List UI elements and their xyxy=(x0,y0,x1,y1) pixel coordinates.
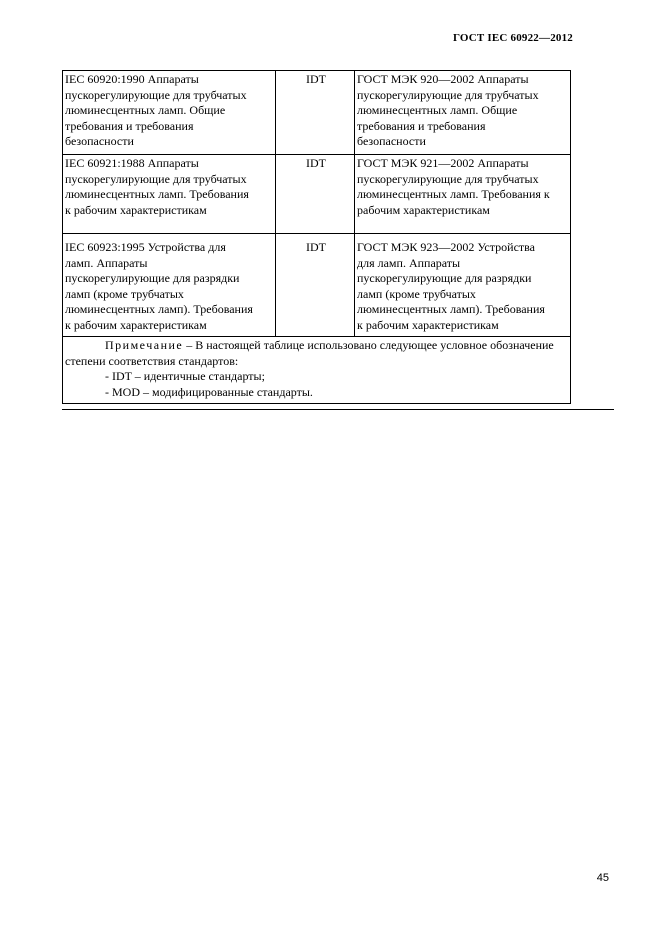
degree-cell: IDT xyxy=(276,71,355,155)
page-number: 45 xyxy=(596,872,609,884)
international-standard-cell: IEC 60923:1995 Устройства для ламп. Аппараты пускорегулирующие для разрядки ламп (кроме трубчатых люминесцентных ламп). Требования к рабочим характеристикам xyxy=(63,234,276,337)
table-note xyxy=(63,337,571,404)
note-text: – В настоящей таблице использовано следующее условное обозначение степени соответствия стандартов: xyxy=(65,338,554,368)
international-standard-cell: IEC 60920:1990 Аппараты пускорегулирующие для трубчатых люминесцентных ламп. Общие требования и требования безопасности xyxy=(63,71,276,155)
table-row xyxy=(63,234,571,337)
document-header: ГОСТ IEC 60922—2012 xyxy=(452,32,573,44)
note-row xyxy=(63,337,571,404)
table-row xyxy=(63,155,571,234)
table-row xyxy=(63,71,571,155)
degree-cell: IDT xyxy=(276,155,355,234)
international-standard-cell: IEC 60921:1988 Аппараты пускорегулирующие для трубчатых люминесцентных ламп. Требования к рабочим характеристикам xyxy=(63,155,276,234)
standards-table xyxy=(62,70,571,404)
national-standard-cell: ГОСТ МЭК 923—2002 Устройства для ламп. Аппараты пускорегулирующие для разрядки ламп (кроме трубчатых люминесцентных ламп). Требования к рабочим характеристикам xyxy=(355,234,571,337)
note-label: Примечание xyxy=(105,338,184,352)
note-item: - IDT – идентичные стандарты; xyxy=(105,369,265,383)
national-standard-cell: ГОСТ МЭК 920—2002 Аппараты пускорегулирующие для трубчатых люминесцентных ламп. Общие требования и требования безопасности xyxy=(355,71,571,155)
degree-cell: IDT xyxy=(276,234,355,337)
national-standard-cell: ГОСТ МЭК 921—2002 Аппараты пускорегулирующие для трубчатых люминесцентных ламп. Требования к рабочим характеристикам xyxy=(355,155,571,234)
note-item: - MOD – модифицированные стандарты. xyxy=(105,384,313,399)
divider xyxy=(62,409,614,410)
